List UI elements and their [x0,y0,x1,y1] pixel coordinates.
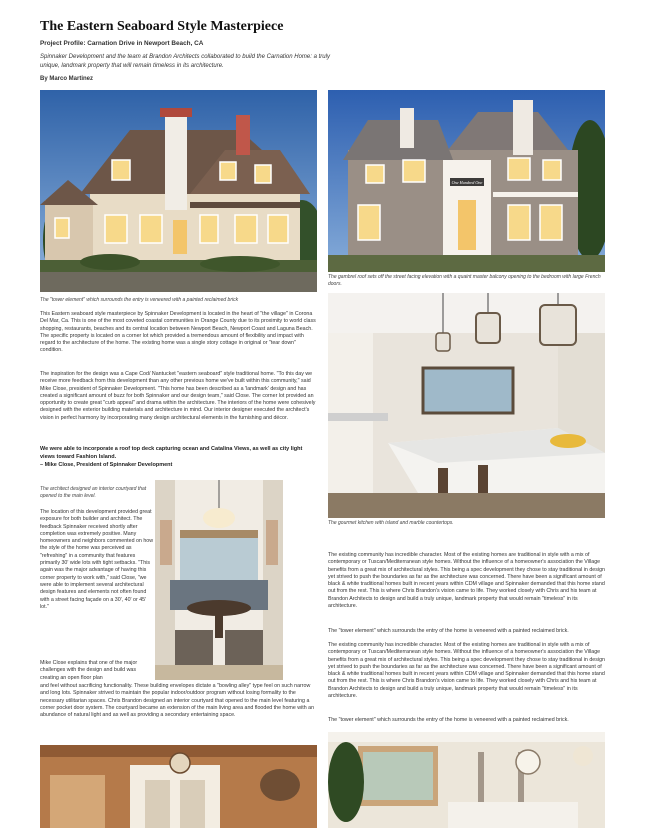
article-title: The Eastern Seaboard Style Masterpiece [40,19,284,34]
nook-caption: The architect designed an interior courtyard that opened to the main level. [40,486,147,499]
living-room-photo [328,732,605,828]
right-paragraph-2: The "tower element" which surrounds the entry of the home is veneered with a painted reclaimed brick. [328,628,569,634]
body-paragraph-4-start: Mike Close explains that one of the major challenges with the design and build was creating an open floor plan [40,660,138,681]
interior-room-photo [40,745,317,828]
right-paragraph-1: The existing community has incredible character. Most of the existing homes are traditional in style with a mix of contemporary or Tuscan/Mediterranean style homes. Without the influence of a homeowner's association the Village benefits from a great mix of architectural styles. This being a spec development they chose to stay traditional in design yet strived to push the boundaries as far as the architecture was concerned. There have been a significant amount of black & white traditional homes built in recent years within CDM village and Spinnaker demanded that this home stand out from the rest. This is where Chris Brandon's vision came to life. They worked closely with Chris and his team at Brandon Architects to design and build a truly unique, landmark property that would remain "timeless" in its architecture. [328,552,605,610]
right-paragraph-4: The "tower element" which surrounds the entry of the home is veneered with a painted reclaimed brick. [328,717,569,723]
house-gambrel-caption: The gambrel roof sets off the street facing elevation with a quaint master balcony opening to the bedroom with large French doors. [328,274,601,287]
house-gambrel-photo [328,90,605,272]
pull-quote-attribution: – Mike Close, President of Spinnaker Development [40,462,173,468]
byline: By Marco Martinez [40,76,94,82]
kitchen-caption: The gourmet kitchen with island and marble countertops. [328,520,454,526]
body-paragraph-3: The location of this development provided great exposure for both builder and architect. The feedback Spinnaker received shortly after completion was extremely positive. Many homeowners and neighbors commented on how the style of the home was perceived as "refreshing" in a community that features primarily 30' wide lots with tight setbacks. "This again was the major advantage of having this corner property to work with," said Close, "we were able to implement several architectural design features and elements not often found with a street facing façade on a 30', 40' or 45' lot." [40,509,154,610]
body-paragraph-4-cont: and feel without sacrificing functionality. These building envelopes dictate a "bowling alley" type feel on such narrow and long lots. Spinnaker strived to maintain the popular indoor/outdoor program without losing formality to the necessary utilitarian spaces. Chris Brandon designed an interior courtyard that opened to the main level featuring a corner pocket door system. The courtyard became an extension of the main living area and flooded the home with an abundance of natural light and as well as providing a secondary entertaining space. [40,683,315,719]
article-intro: Spinnaker Development and the team at Brandon Architects collaborated to build the Carnation Home: a truly unique, landmark property that will remain timeless in its architecture. [40,54,330,69]
right-paragraph-3: The existing community has incredible character. Most of the existing homes are traditional in style with a mix of contemporary or Tuscan/Mediterranean style homes. Without the influence of a homeowner's association the Village benefits from a great mix of architectural styles. This being a spec development they chose to stay traditional in design yet strived to push the boundaries as far as the architecture was concerned. There have been a significant amount of black & white traditional homes built in recent years within CDM village and Spinnaker demanded that this home stand out from the rest. This is where Chris Brandon's vision came to life. They worked closely with Chris and his team at Brandon Architects to design and build a truly unique, landmark property that would remain "timeless" in its architecture. [328,642,605,700]
body-paragraph-1: This Eastern seaboard style masterpiece by Spinnaker Development is located in the heart of "the village" in Corona Del Mar, Ca. This is one of the most coveted coastal communities in Orange County due to its proximity to world class shopping, restaurants, beaches and its central location between Newport Beach, Newport Coast and Laguna Beach. The specific property is located on a corner lot which provided a tremendous amount of flexibility and impact with regard to the architecture of the home. The existing home was a single story cottage in original or "tear down" condition. [40,311,316,354]
house-front-photo [40,90,317,292]
house-front-caption: The "tower element" which surrounds the entry is veneered with a painted reclaimed brick [40,297,239,303]
pull-quote: We were able to incorporate a roof top deck capturing ocean and Catalina Views, as well as city light views toward Fashion Island. [40,446,303,460]
body-paragraph-2: The inspiration for the design was a Cape Cod/ Nantucket "eastern seaboard" style traditional home. "To this day we receive more feedback from this development than any other previous home we've built within this community," said Mike Close, president of Spinnaker Development. "This home has been described as a 'landmark' design and has created a significant amount of buzz for both Spinnaker and our design team," said Close. The corner lot provided an opportunity to create great "curb appeal" and drama within the architecture. The interiors of the home were cohesively designed with the exterior building materials and architecture in mind. Our interior designer executed the architect's vision in perfect harmony by incorporating many design architectural elements in the furnishing and décor. [40,371,316,421]
project-profile: Project Profile: Carnation Drive in Newport Beach, CA [40,40,204,47]
kitchen-photo [328,293,605,518]
house-sign-text: One Hundred One [451,180,483,185]
breakfast-nook-photo [155,480,283,680]
